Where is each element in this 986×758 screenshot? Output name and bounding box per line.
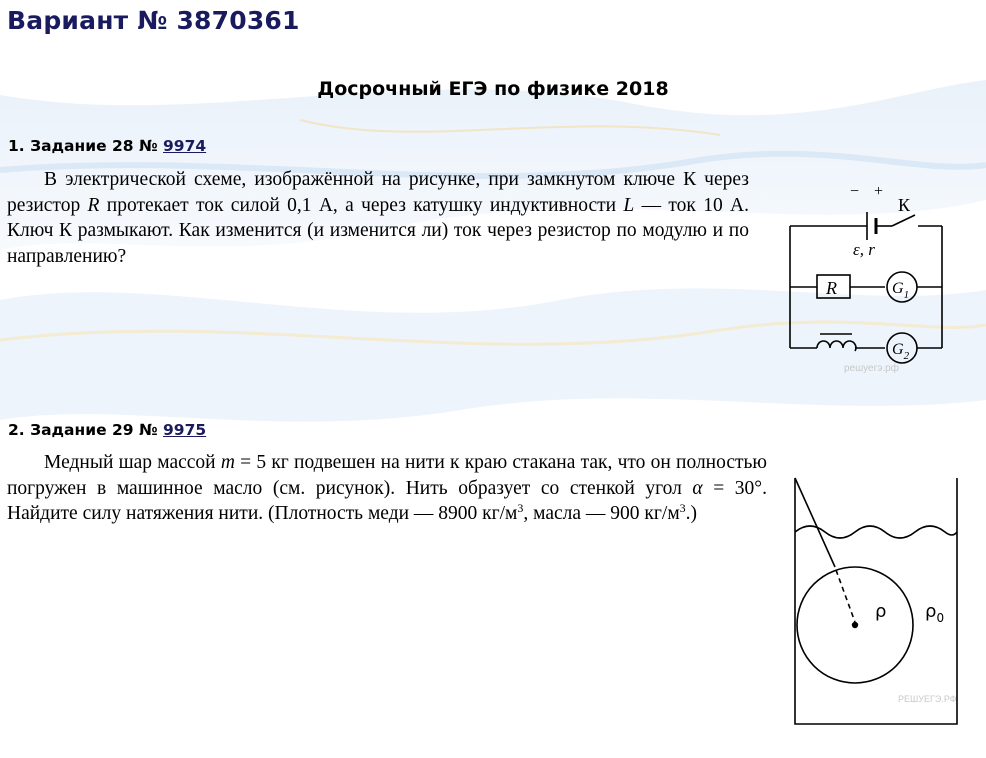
- galvanometer-1-label: $G_1$: [892, 280, 910, 301]
- figure-2-watermark: РЕШУЕГЭ.РФ: [898, 694, 957, 704]
- task-2-text-part: = 5 кг подвешен на нити к краю стакана так, что он полностью погружен в машинное масло (см. рисунок). Нить образует со стенкой угол: [7, 452, 767, 499]
- circuit-diagram: [780, 178, 952, 378]
- battery-plus-label: +: [874, 183, 884, 200]
- task-2-heading: [8, 421, 206, 439]
- glass-sphere-diagram: [780, 462, 980, 742]
- task-1-text: [7, 167, 749, 269]
- task-1-heading: [8, 137, 206, 155]
- key-label: К: [898, 195, 911, 215]
- figure-1-watermark: решуегэ.рф: [844, 363, 899, 374]
- task-1-heading-prefix: 1. Задание 28 №: [8, 137, 164, 155]
- rho0-label: $\rho_0$: [925, 601, 945, 625]
- task-2-text: [7, 450, 767, 527]
- task-2-text-part: Медный шар массой: [44, 452, 221, 473]
- task-1-text-part: — ток 10 А. Ключ К размыкают. Как изменится (и изменится ли) ток через резистор по модулю и по направлению?: [7, 194, 750, 267]
- variant-title: Вариант № 3870361: [7, 6, 300, 35]
- task-2-sup: 3: [679, 501, 686, 515]
- task-2-sup: 3: [517, 501, 524, 515]
- task-2-heading-prefix: 2. Задание 29 №: [8, 421, 164, 439]
- task-2-var-alpha: α: [692, 477, 703, 499]
- task-1-number-link[interactable]: 9974: [163, 137, 207, 155]
- emf-label: ε, r: [853, 240, 875, 259]
- task-1-text-part: протекает ток силой 0,1 А, а через катушку индуктивности: [99, 194, 624, 216]
- task-2-number-link[interactable]: 9975: [163, 421, 207, 439]
- task-2-var-m: m: [220, 452, 235, 473]
- resistor-label: R: [826, 278, 837, 298]
- exam-title: Досрочный ЕГЭ по физике 2018: [317, 78, 669, 100]
- task-2-text-part: , масла — 900 кг/м: [523, 503, 680, 524]
- task-2-text-part: = 30°. Найдите силу натяжения нити. (Плотность меди — 8900 кг/м: [7, 477, 767, 524]
- rho-label: ρ: [875, 601, 887, 622]
- task-1-text-part: В электрической схеме, изображённой на рисунке, при замкнутом ключе К через резистор: [7, 169, 749, 216]
- task-1-var-r: R: [87, 194, 100, 216]
- galvanometer-2-label: $G_2$: [892, 341, 910, 362]
- task-1-var-l: L: [623, 194, 635, 216]
- battery-minus-label: −: [850, 183, 860, 200]
- task-2-text-part: .): [685, 503, 698, 524]
